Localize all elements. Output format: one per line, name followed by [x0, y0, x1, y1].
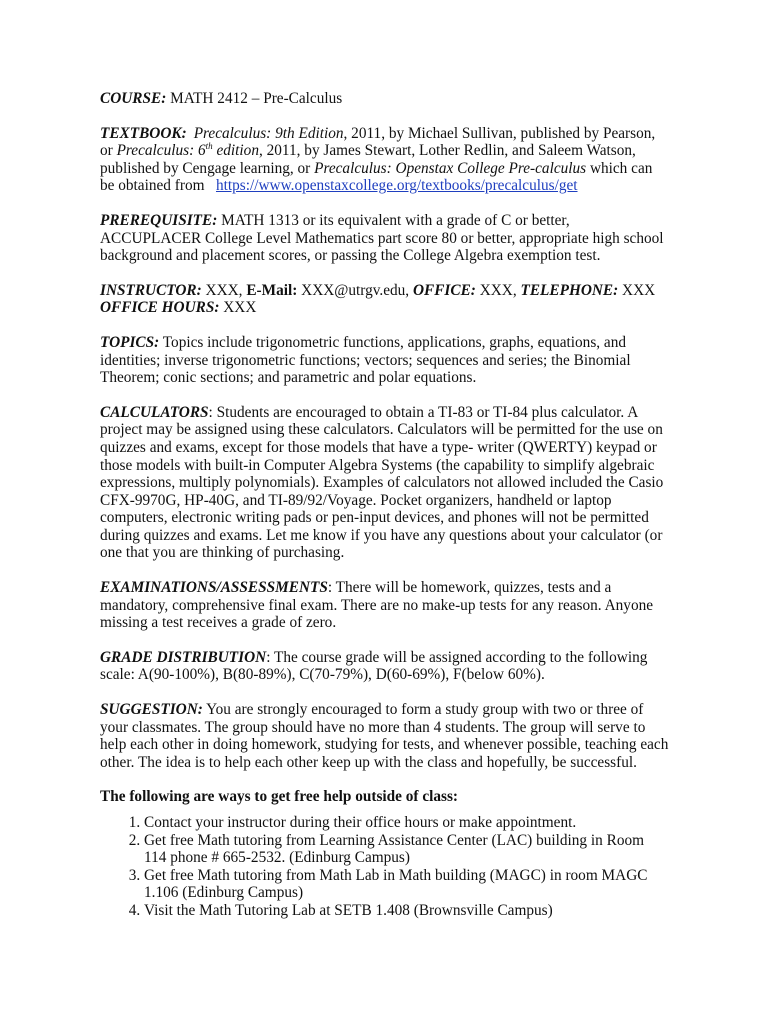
calculators-section: [100, 404, 670, 562]
grade-distribution-label: GRADE DISTRIBUTION: [100, 648, 267, 666]
instructor-label: INSTRUCTOR:: [100, 281, 202, 299]
office-value: XXX,: [475, 281, 521, 299]
calculators-text: : Students are encouraged to obtain a TI-83 or TI-84 plus calculator. A project may be assigned using these calculators. Calculators will be permitted for the use on quizzes and exams, except for those models that have a type- writer (QWERTY) keypad or those models with built-in Computer Algebra Systems (the capability to simplify algebraic expressions, multiply polynomials). Examples of calculators not allowed included the Casio CFX-9970G, HP-40G, and TI-89/92/Voyage. Pocket organizers, handheld or laptop computers, electronic writing pads or pen-input devices, and phones will not be permitted during quizzes and exams. Let me know if you have any questions about your calculator (or one that you are thinking of purchasing.: [100, 403, 664, 562]
grade-distribution-text: : The course grade will be assigned according to the following scale: A(90-100%), B(80-89%), C(70-79%), D(60-69%), F(below 60%).: [100, 648, 648, 684]
email-label: E-Mail:: [246, 281, 298, 299]
textbook-title-2: Precalculus: 6th edition: [116, 141, 259, 160]
topics-text: Topics include trigonometric functions, applications, graphs, equations, and identities; inverse trigonometric functions; vectors; sequences and series; the Binomial Theorem; conic sections; and parametric and polar equations.: [100, 333, 631, 387]
textbook-detail-3: which can be obtained from: [100, 159, 653, 195]
textbook-label: TEXTBOOK:: [100, 124, 187, 142]
course-section: [100, 90, 670, 108]
openstax-link[interactable]: https://www.openstaxcollege.org/textbooks/precalculus/get: [215, 177, 578, 195]
examinations-text: : There will be homework, quizzes, tests and a mandatory, comprehensive final exam. There are no make-up tests for any reason. Anyone missing a test receives a grade of zero.: [100, 579, 654, 632]
help-heading: The following are ways to get free help outside of class:: [100, 788, 459, 806]
office-hours-value: XXX: [219, 299, 257, 317]
examinations-section: [100, 579, 670, 632]
calculators-label: CALCULATORS: [100, 403, 209, 421]
telephone-value: XXX: [618, 281, 656, 299]
instructor-section: [100, 282, 670, 317]
prerequisite-section: [100, 212, 670, 265]
telephone-label: TELEPHONE:: [520, 281, 619, 299]
help-list: [100, 814, 670, 920]
textbook-title-1: Precalculus: 9th Edition: [193, 124, 344, 142]
textbook-detail-2: , 2011, by James Stewart, Lother Redlin, and Saleem Watson, published by Cengage learning, or: [100, 142, 636, 177]
help-item-2: 2. Get free Math tutoring from Learning Assistance Center (LAC) building in Room 114 phone # 665-2532. (Edinburg Campus): [144, 832, 670, 867]
textbook-detail-1: , 2011, by Michael Sullivan, published by Pearson, or: [100, 124, 656, 160]
email-value: XXX@utrgv.edu,: [297, 281, 413, 299]
suggestion-label: SUGGESTION:: [100, 701, 203, 719]
prerequisite-label: PREREQUISITE:: [100, 211, 218, 229]
topics-section: [100, 334, 670, 387]
syllabus-page: [100, 90, 670, 920]
help-item-4: 4. Visit the Math Tutoring Lab at SETB 1.408 (Brownsville Campus): [144, 902, 670, 920]
office-hours-label: OFFICE HOURS:: [100, 299, 220, 317]
prerequisite-text: MATH 1313 or its equivalent with a grade of C or better, ACCUPLACER College Level Mathematics part score 80 or better, appropriate high school background and placement scores, or passing the College Algebra exemption test.: [100, 211, 664, 265]
help-item-1: 1. Contact your instructor during their office hours or make appointment.: [144, 814, 670, 832]
instructor-name: XXX,: [201, 281, 247, 299]
grade-distribution-section: [100, 649, 670, 684]
examinations-label: EXAMINATIONS/ASSESSMENTS: [100, 579, 328, 597]
help-item-3: 3. Get free Math tutoring from Math Lab in Math building (MAGC) in room MAGC 1.106 (Edinburg Campus): [144, 867, 670, 902]
course-value: MATH 2412 – Pre-Calculus: [166, 90, 343, 107]
office-label: OFFICE:: [412, 281, 476, 299]
textbook-title-3: Precalculus: Openstax College Pre-calculus: [314, 159, 587, 177]
textbook-section: [100, 125, 670, 195]
suggestion-text: You are strongly encouraged to form a study group with two or three of your classmates. The group should have no more than 4 students. The group will serve to help each other in doing homework, studying for tests, and whenever possible, teaching each other. The idea is to help each other keep up with the class and hopefully, be successful.: [100, 701, 669, 771]
topics-label: TOPICS:: [100, 333, 160, 351]
suggestion-section: [100, 701, 670, 771]
course-label: COURSE:: [100, 90, 167, 107]
